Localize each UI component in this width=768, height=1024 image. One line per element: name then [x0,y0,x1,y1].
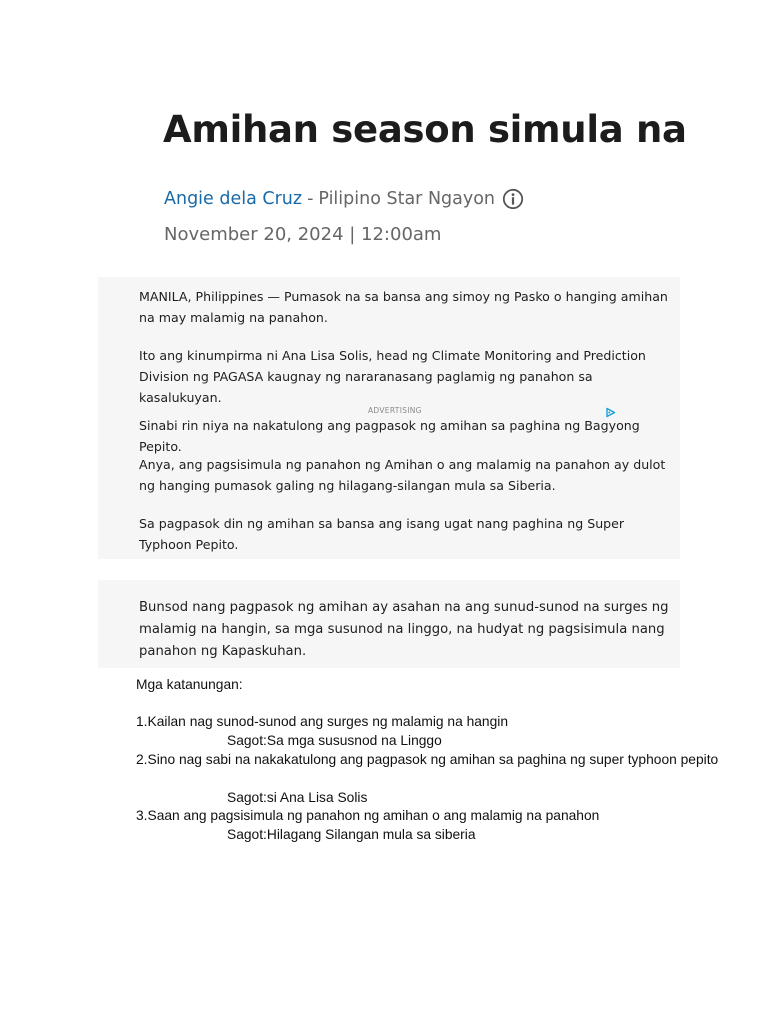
publish-date: November 20, 2024 | 12:00am [164,224,442,245]
author-link[interactable]: Angie dela Cruz [164,189,303,209]
article-paragraph: Bunsod nang pagpasok ng amihan ay asahan na ang sunud-sunod na surges ng malamig na hangin, sa mga susunod na linggo, na hudyat ng pagsisimula nang panahon ng Kapaskuhan. [139,600,669,659]
byline-separator: - [307,189,314,209]
article-title: Amihan season simula na [163,108,687,151]
questions-heading: Mga katanungan: [136,677,243,692]
article-paragraph: Ito ang kinumpirma ni Ana Lisa Solis, head ng Climate Monitoring and Prediction Division ng PAGASA kaugnay ng nararanasang paglamig ng panahon sa kasalukuyan. [139,348,646,405]
question-item: 3.Saan ang pagsisimula ng panahon ng amihan o ang malamig na panahon [136,808,600,823]
advertising-label: ADVERTISING [368,406,422,415]
article-paragraph: Sinabi rin niya na nakatulong ang pagpasok ng amihan sa paghina ng Bagyong Pepito. [139,418,640,454]
question-item: 1.Kailan nag sunod-sunod ang surges ng malamig na hangin [136,714,509,729]
answer-item: Sagot:si Ana Lisa Solis [227,790,368,805]
answer-item: Sagot:Hilagang Silangan mula sa siberia [227,827,476,842]
byline [164,188,524,210]
article-paragraph: Sa pagpasok din ng amihan sa bansa ang isang ugat nang paghina ng Super Typhoon Pepito. [139,516,625,552]
article-paragraph: MANILA, Philippines — Pumasok na sa bansa ang simoy ng Pasko o hanging amihan na may malamig na panahon. [139,289,668,325]
publication-name: Pilipino Star Ngayon [318,189,496,209]
info-icon[interactable] [502,188,524,210]
answer-item: Sagot:Sa mga sususnod na Linggo [227,733,442,748]
question-item: 2.Sino nag sabi na nakakatulong ang pagpasok ng amihan sa paghina ng super typhoon pepito [136,752,719,767]
article-paragraph: Anya, ang pagsisimula ng panahon ng Amihan o ang malamig na panahon ay dulot ng hanging pumasok galing ng hilagang-silangan mula sa Siberia. [139,457,666,493]
